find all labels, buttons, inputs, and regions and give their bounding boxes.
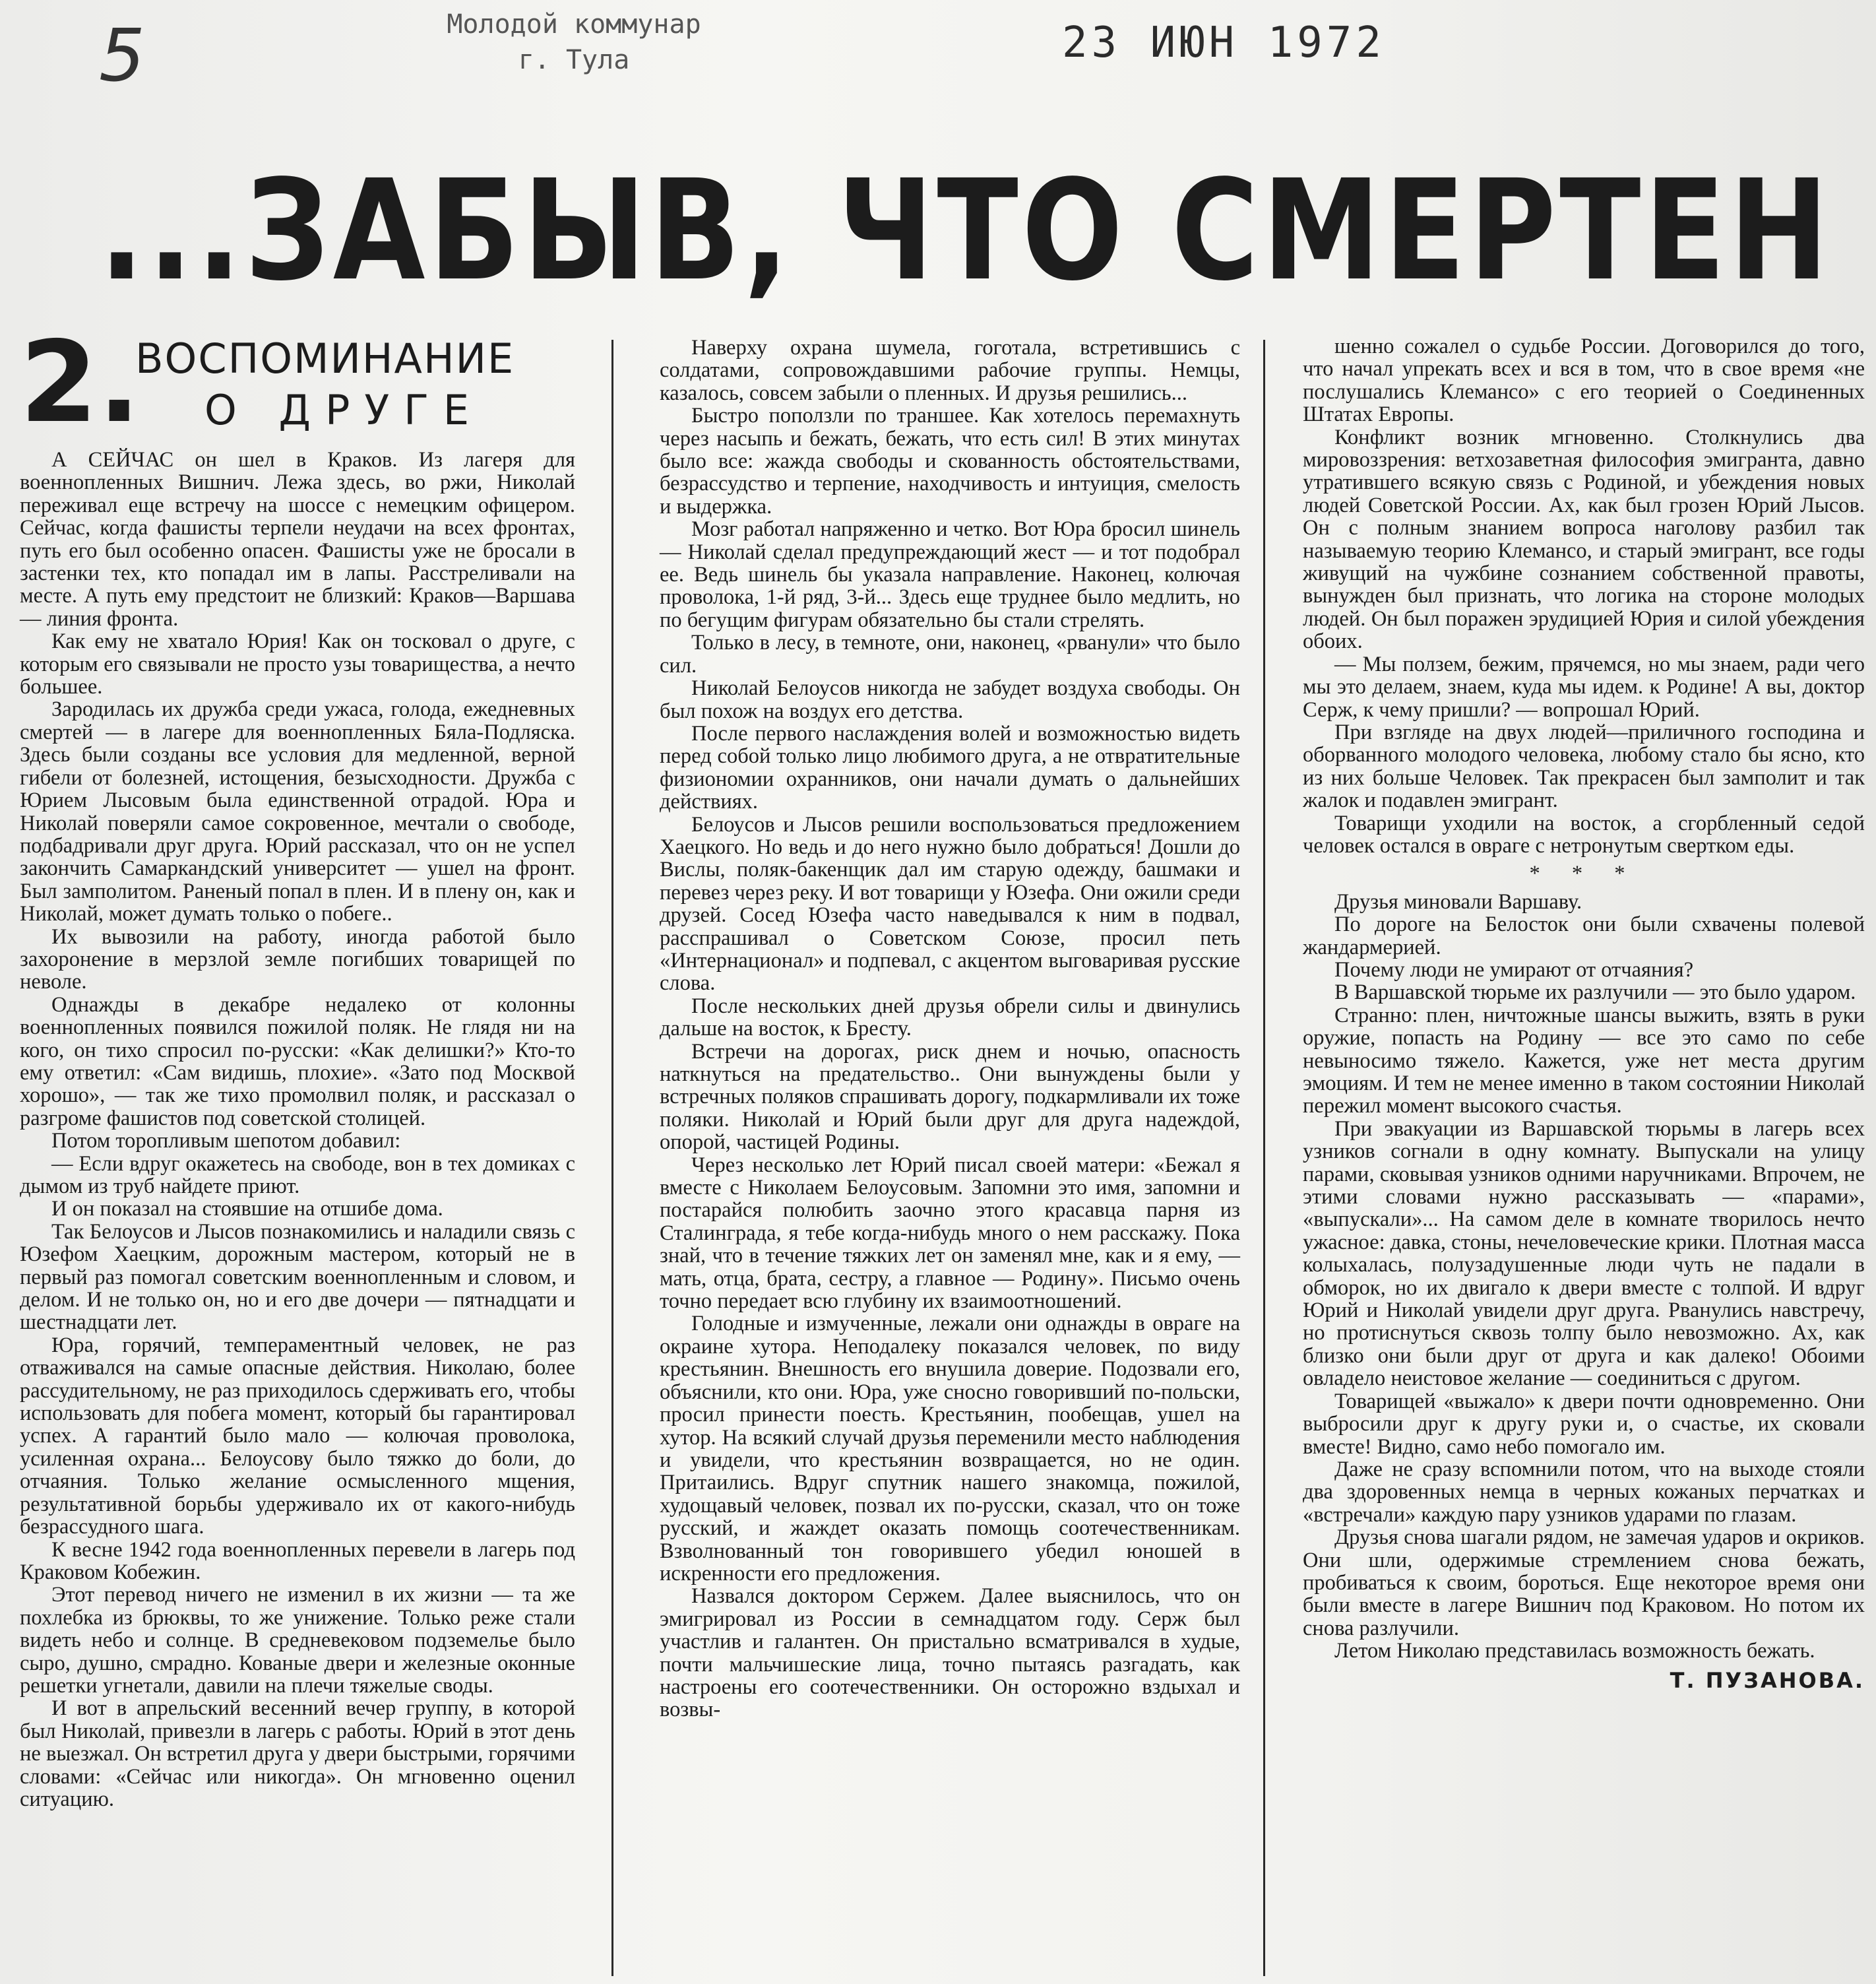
article-column-3 (1303, 335, 1865, 1692)
paragraph: После первого наслаждения волей и возможностью видеть перед собой только лицо любимого друга, а не отвратительные физиономии охранников, они начали думать о дальнейших действиях. (660, 721, 1240, 814)
part-title-line2: О ДРУГЕ (204, 386, 484, 434)
paragraph: Друзья миновали Варшаву. (1334, 889, 1582, 914)
paragraph: — Мы ползем, бежим, прячемся, но мы знаем, ради чего мы это делаем, знаем, куда мы идем. к Родине! А вы, доктор Серж, к чему пришли? — вопрошал Юрий. (1303, 652, 1865, 722)
paragraph: — Если вдруг окажетесь на свободе, вон в тех домиках с дымом из труб найдете приют. (20, 1151, 575, 1198)
paragraph: Конфликт возник мгновенно. Столкнулись два мировоззрения: ветхозаветная философия эмигранта, давно утратившего всякую связь с Родиной, и убеждения новых людей Советской России. Ах, как был грозен Юрий Лысов. Он с полным знанием вопроса наголову разбил так называемую теорию Клемансо, и старый эмигрант, все годы живущий на чужбине сознанием собственной правоты, вынужден был признать, что логика на стороне молодых людей. Он был поражен эрудицией Юрия и силой убеждения обоих. (1303, 425, 1865, 654)
paragraph: Их вывозили на работу, иногда работой было захоронение в мерзлой земле погибших товарищей по неволе. (20, 924, 575, 994)
date-stamp: 23 ИЮН 1972 (1062, 18, 1385, 67)
article-column-2 (660, 336, 1240, 1721)
paragraph: Встречи на дорогах, риск днем и ночью, опасность наткнуться на предательство.. Они вынуждены были у встречных поляков спрашивать дорогу, подкармливали их тоже поляки. Николай и Юрий были друг для друга надеждой, опорой, частицей Родины. (660, 1039, 1240, 1155)
column-divider (1263, 340, 1265, 1976)
paragraph: Назвался доктором Сержем. Далее выяснилось, что он эмигрировал из России в семнадцатом году. Серж был участлив и галантен. Он пристально всматривался в худые, почти мальчишеские лица, точно пытаясь разгадать, как настроены его соотечественники. Он осторожно вздыхал и возвы- (660, 1584, 1240, 1722)
paragraph: Даже не сразу вспомнили потом, что на выходе стояли два здоровенных немца в черных кожаных перчатках и «встречали» каждую пару узников ударами по глазам. (1303, 1457, 1865, 1527)
paragraph: Этот перевод ничего не изменил в их жизни — та же похлебка из брюквы, то же унижение. Только реже стали видеть небо и солнце. В средневековом подземелье было сыро, душно, смрадно. Кованые двери и железные оконные решетки угнетали, давили на плечи тяжелые своды. (20, 1583, 575, 1698)
paragraph: Как ему не хватало Юрия! Как он тосковал о друге, с которым его связывали не просто узы товарищества, а нечто большее. (20, 629, 575, 699)
paragraph: Так Белоусов и Лысов познакомились и наладили связь с Юзефом Хаецким, дорожным мастером, который не в первый раз помогал советским военнопленным и словом, и делом. И не только он, но и его две дочери — пятнадцати и шестнадцати лет. (20, 1219, 575, 1335)
newspaper-name: Молодой коммунар (447, 9, 701, 40)
paragraph: Юра, горячий, темпераментный человек, не раз отваживался на самые опасные действия. Николаю, более рассудительному, не раз приходилось сдерживать его, чтобы использовать для побега момент, который бы гарантировал успех. А гарантий было мало — колючая проволока, усиленная охрана... Белоусову было тяжко до боли, до отчаяния. Только желание осмысленного мщения, результативной борьбы удерживало их от какого-нибудь безрассудного шага. (20, 1333, 575, 1539)
paragraph: В Варшавской тюрьме их разлучили — это было ударом. (1334, 980, 1856, 1005)
paragraph: Быстро поползли по траншее. Как хотелось перемахнуть через насыпь и бежать, бежать, что есть сил! В этих минутах было все: жажда свободы и скованность обстоятельствами, безрассудство и терпение, находчивость и интуиция, смелость и выдержка. (660, 404, 1240, 519)
author-signature: Т. ПУЗАНОВА. (1670, 1667, 1865, 1693)
paragraph: Друзья снова шагали рядом, не замечая ударов и окриков. Они шли, одержимые стремлением снова бежать, пробиваться к своим, бороться. Еще некоторое время они были вместе в лагере Вишнич под Краковом. Но потом их снова разлучили. (1303, 1525, 1865, 1640)
headline: ...ЗАБЫВ, ЧТО СМЕРТЕН (99, 150, 1832, 311)
newspaper-city: г. Тула (518, 45, 630, 75)
paragraph: Почему люди не умирают от отчаяния? (1334, 957, 1694, 982)
paragraph: Мозг работал напряженно и четко. Вот Юра бросил шинель — Николай сделал предупреждающий жест — и тот подобрал ее. Ведь шинель бы указала направление. Наконец, колючая проволока, 1-й ряд, 3-й... Здесь еще труднее было медлить, но по бегущим фигурам обязательно бы стали стрелять. (660, 517, 1240, 632)
paragraph: Голодные и измученные, лежали они однажды в овраге на окраине хутора. Неподалеку показался человек, по виду крестьянин. Внешность его внушила доверие. Подозвали его, объяснили, кто они. Юра, уже сносно говоривший по-польски, просил принести поесть. Крестьянин, пообещав, ушел на хутор. На всякий случай друзья переменили место наблюдения и увидели, что крестьянин возвращается, но не один. Притаились. Вдруг спутник нашего знакомца, пожилой, худощавый человек, позвал их по-русски, сказал, что он тоже русский, и жаждет оказать помощь соотечественникам. Взволнованный тон говорившего убедил юношей в искренности его предложения. (660, 1312, 1240, 1585)
part-title (135, 333, 531, 436)
page-number: 5 (99, 13, 145, 98)
article-column-1 (20, 449, 575, 1810)
paragraph: При взгляде на двух людей—приличного господина и оборванного молодого человека, любому стало бы ясно, кто из них больше Человек. Так прекрасен был замполит и так жалок и подавлен эмигрант. (1303, 720, 1865, 813)
paragraph: Товарищей «выжало» к двери почти одновременно. Они выбросили друг к другу руки и, о счастье, их сковали вместе! Видно, само небо помогало им. (1303, 1389, 1865, 1459)
paragraph: Белоусов и Лысов решили воспользоваться предложением Хаецкого. Но ведь и до него нужно было добраться! Дошли до Вислы, поляк-бакенщик дал им старую одежду, башмаки и перевез через реку. И вот товарищи у Юзефа. Они ожили среди друзей. Сосед Юзефа часто наведывался к ним в подвал, расспрашивал о Советском Союзе, просил петь «Интернационал» и подпевал, с акцентом выговаривая русские слова. (660, 812, 1240, 996)
column-divider (611, 340, 613, 1976)
section-separator: * * * (1529, 862, 1639, 886)
paragraph: И вот в апрельский весенний вечер группу, в которой был Николай, привезли в лагерь с работы. Юрий в этот день не выезжал. Он встретил друга у двери быстрыми, горячими словами: «Сейчас или никогда». Он мгновенно оценил ситуацию. (20, 1696, 575, 1811)
paragraph: А СЕЙЧАС он шел в Краков. Из лагеря для военнопленных Вишнич. Лежа здесь, во ржи, Николай переживал еще встречу на шоссе с немецким офицером. Сейчас, когда фашисты терпели неудачи на всех фронтах, путь его был особенно опасен. Фашисты уже не бросали в застенки тех, кто попадал им в лапы. Расстреливали на месте. А путь ему предстоит не близкий: Краков—Варшава — линия фронта. (20, 448, 575, 631)
newspaper-stamp (402, 7, 745, 78)
paragraph: Странно: плен, ничтожные шансы выжить, взять в руки оружие, попасть на Родину — все это само по себе невыносимо тяжело. Кажется, уже нет места другим эмоциям. И тем не менее именно в таком состоянии Николай пережил момент высокого счастья. (1303, 1003, 1865, 1118)
paragraph: Товарищи уходили на восток, а сгорбленный седой человек остался в овраге с нетронутым свертком еды. (1303, 811, 1865, 858)
paragraph: К весне 1942 года военнопленных перевели в лагерь под Краковом Кобежин. (20, 1537, 575, 1584)
paragraph: Николай Белоусов никогда не забудет воздуха свободы. Он был похож на воздух его детства. (660, 676, 1240, 723)
paragraph: Однажды в декабре недалеко от колонны военнопленных появился пожилой поляк. Не глядя ни на кого, он тихо спросил по-русски: «Как делишки?» Кто-то ему ответил: «Сам видишь, плохие». «Зато под Москвой хорошо», — так же тихо промолвил поляк, и рассказал о разгроме фашистов под советской столицей. (20, 992, 575, 1130)
paragraph: Летом Николаю представилась возможность бежать. (1334, 1639, 1815, 1663)
paragraph: Только в лесу, в темноте, они, наконец, «рванули» что было сил. (660, 631, 1240, 678)
paragraph: Потом торопливым шепотом добавил: (51, 1129, 401, 1153)
paragraph: шенно сожалел о судьбе России. Договорился до того, что начал упрекать всех и вся в том, что в свое время «не послушались Клемансо» с его теорией о Соединенных Штатах Европы. (1303, 335, 1865, 427)
paragraph: По дороге на Белосток они были схвачены полевой жандармерией. (1303, 912, 1865, 959)
paragraph: И он показал на стоявшие на отшибе дома. (51, 1197, 443, 1221)
paragraph: После нескольких дней друзья обрели силы и двинулись дальше на восток, к Бресту. (660, 994, 1240, 1041)
part-title-line1: ВОСПОМИНАНИЕ (135, 335, 515, 383)
part-number: 2. (20, 317, 141, 448)
paragraph: Зародилась их дружба среди ужаса, голода, ежедневных смертей — в лагере для военнопленных Бяла-Подляска. Здесь были созданы все условия для медленной, верной гибели от болезней, истощения, безысходности. Дружба с Юрием Лысовым была единственной отрадой. Юра и Николай поверяли самое сокровенное, мечтали о свободе, подбадривали друг друга. Юрий рассказал, что он не успел закончить Самаркандский университет — ушел на фронт. Был замполитом. Раненый попал в плен. И в плену он, как и Николай, может думать только о побеге.. (20, 697, 575, 926)
paragraph: Наверху охрана шумела, гоготала, встретившись с солдатами, сопровождавшими рабочие группы. Немцы, казалось, совсем забыли о пленных. И друзья решились... (660, 336, 1240, 405)
paragraph: При эвакуации из Варшавской тюрьмы в лагерь всех узников согнали в одну комнату. Выпускали на улицу парами, сковывая узников одними наручниками. Впрочем, не этими словами нужно рассказывать — «парами», «выпускали»... На самом деле в комнате творилось нечто ужасное: давка, стоны, нечеловеческие крики. Плотная масса колыхалась, полузадушенные люди чуть не падали в обморок, но их двигало к двери вместе с толпой. И вдруг Юрий и Николай увидели друг друга. Рванулись навстречу, но протиснуться сквозь толпу было невозможно. Ах, как близко они были друг от друга и как далеко! Обоими овладело неистовое желание — соединиться с другом. (1303, 1116, 1865, 1391)
paragraph: Через несколько лет Юрий писал своей матери: «Бежал я вместе с Николаем Белоусовым. Запомни это имя, запомни и постарайся полюбить заочно этого красавца парня из Сталинграда, я тебе когда-нибудь много о нем расскажу. Пока знай, что в течение тяжких лет он заменял мне, как и я ему, — мать, отца, брата, сестру, а главное — Родину». Письмо очень точно передает всю глубину их взаимоотношений. (660, 1153, 1240, 1314)
